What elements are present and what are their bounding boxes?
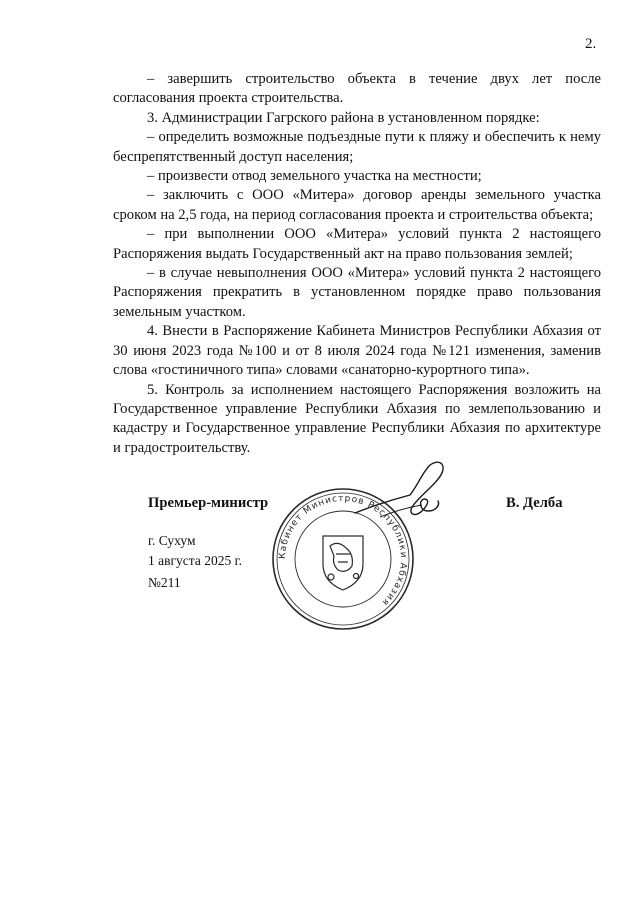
paragraph: – заключить с ООО «Митера» договор аренды земельного участка сроком на 2,5 года, на период согласования проекта и строительства объекта; [113, 187, 601, 223]
paragraph: 5. Контроль за исполнением настоящего Распоряжения возложить на Государственное управление Республики Абхазия по землепользованию и кадастру и Государственное управление Республики Абхазия по архитектуре и градостроительству. [113, 381, 601, 456]
seal-text: Кабинет Министров Республики Абхазия [277, 493, 409, 608]
paragraph: – завершить строительство объекта в течение двух лет после согласования проекта строительства. [113, 71, 601, 107]
paragraph: 4. Внести в Распоряжение Кабинета Министров Республики Абхазия от 30 июня 2023 года №100 и от 8 июля 2024 года №121 изменения, заменив слова «гостиничного типа» словами «санаторно-курортного типа». [113, 323, 601, 379]
document-place: г. Сухум [148, 533, 196, 548]
paragraph: – в случае невыполнения ООО «Митера» условий пункта 2 настоящего Распоряжения прекратить в установленном порядке право пользования земельным участком. [113, 265, 601, 320]
document-number: №211 [148, 575, 181, 590]
paragraph: 3. Администрации Гагрского района в установленном порядке: [147, 109, 540, 126]
page-number: 2. [585, 36, 597, 52]
body-text [113, 70, 601, 458]
paragraph: – определить возможные подъездные пути к пляжу и обеспечить к нему беспрепятственный доступ населения; [113, 129, 601, 165]
signatory-name: В. Делба [506, 495, 563, 511]
paragraph: – произвести отвод земельного участка на местности; [147, 168, 482, 185]
paragraph: – при выполнении ООО «Митера» условий пункта 2 настоящего Распоряжения выдать Государственный акт на право пользования землей; [113, 226, 601, 262]
signatory-title: Премьер-министр [148, 495, 269, 511]
document-date: 1 августа 2025 г. [148, 553, 242, 568]
